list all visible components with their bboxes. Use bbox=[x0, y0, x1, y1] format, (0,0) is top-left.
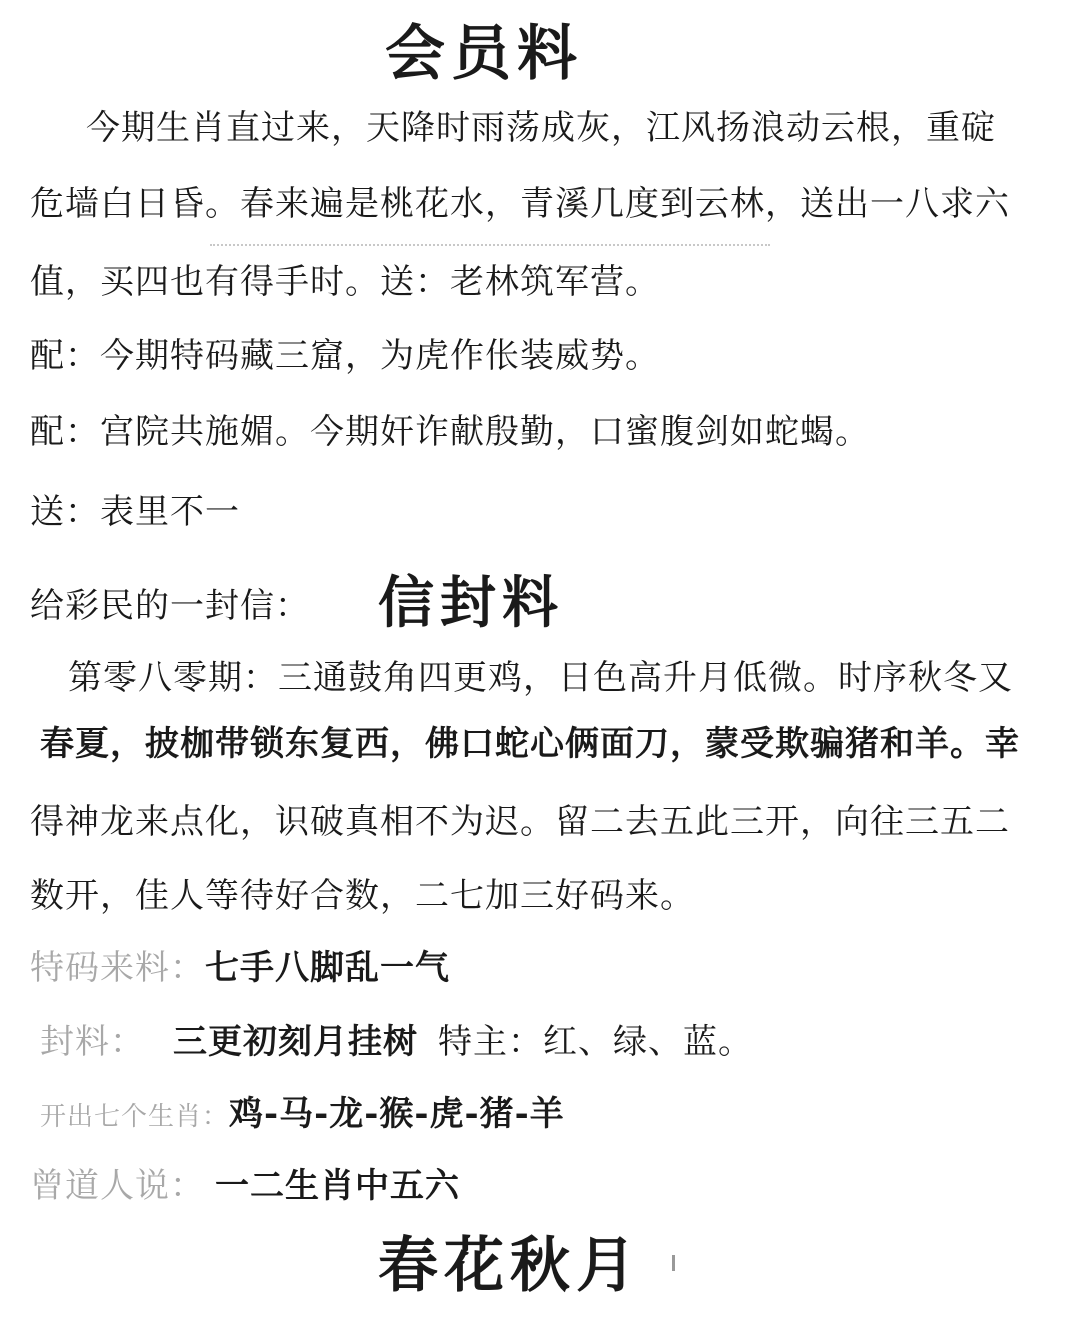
fengpian-label: 封料： bbox=[40, 1022, 145, 1062]
fengpian-text: 三更初刻月挂树 bbox=[173, 1022, 418, 1062]
scan-noise-line bbox=[210, 244, 770, 250]
fengpian-line bbox=[40, 1020, 1070, 1064]
pei-text: 宫院共施媚。今期奸诈献殷勤，口蜜腹剑如蛇蝎。 bbox=[100, 412, 870, 452]
title-spring-flowers: 春花秋月 bbox=[378, 1231, 642, 1301]
scan-mark bbox=[672, 1255, 675, 1271]
letter-intro: 给彩民的一封信： bbox=[30, 586, 310, 626]
pei-line-2 bbox=[30, 410, 1060, 454]
tema-text: 七手八脚乱一气 bbox=[205, 948, 450, 988]
verse-line-1: 第零八零期：三通鼓角四更鸡，日色高升月低微。时序秋冬又 bbox=[68, 658, 1013, 698]
pei-line-1 bbox=[30, 334, 1060, 378]
pei-label: 配： bbox=[30, 412, 100, 452]
verse-line-2: 春夏，披枷带锁东复西，佛口蛇心俩面刀，蒙受欺骗猪和羊。幸 bbox=[40, 724, 1020, 764]
verse-line-4: 数开，佳人等待好合数，二七加三好码来。 bbox=[30, 876, 695, 916]
tema-line bbox=[30, 946, 1060, 990]
qige-line bbox=[40, 1092, 1070, 1139]
song-label: 送： bbox=[30, 492, 100, 532]
qige-text: 鸡-马-龙-猴-虎-猪-羊 bbox=[229, 1094, 565, 1134]
pei-text: 今期特码藏三窟，为虎作伥装威势。 bbox=[100, 336, 660, 376]
verse-line-3: 得神龙来点化，识破真相不为迟。留二去五此三开，向往三五二 bbox=[30, 802, 1010, 842]
fengpian-extra: 特主：红、绿、蓝。 bbox=[438, 1022, 753, 1062]
pei-label: 配： bbox=[30, 336, 100, 376]
daoren-label: 曾道人说： bbox=[30, 1166, 205, 1206]
qige-label: 开出七个生肖： bbox=[40, 1102, 230, 1132]
poem-line-2: 危墙白日昏。春来遍是桃花水，青溪几度到云林，送出一八求六 bbox=[30, 184, 1010, 224]
song-line bbox=[30, 490, 1060, 534]
daoren-text: 一二生肖中五六 bbox=[215, 1166, 460, 1206]
title-members: 会员料 bbox=[385, 19, 583, 89]
daoren-line bbox=[30, 1164, 1060, 1208]
tema-label: 特码来料： bbox=[30, 948, 205, 988]
song-text: 表里不一 bbox=[100, 492, 240, 532]
poem-line-3: 值，买四也有得手时。送：老林筑军营。 bbox=[30, 262, 660, 302]
title-envelope: 信封料 bbox=[378, 570, 564, 636]
poem-line-1: 今期生肖直过来，天降时雨荡成灰，江风扬浪动云根，重碇 bbox=[86, 108, 996, 148]
